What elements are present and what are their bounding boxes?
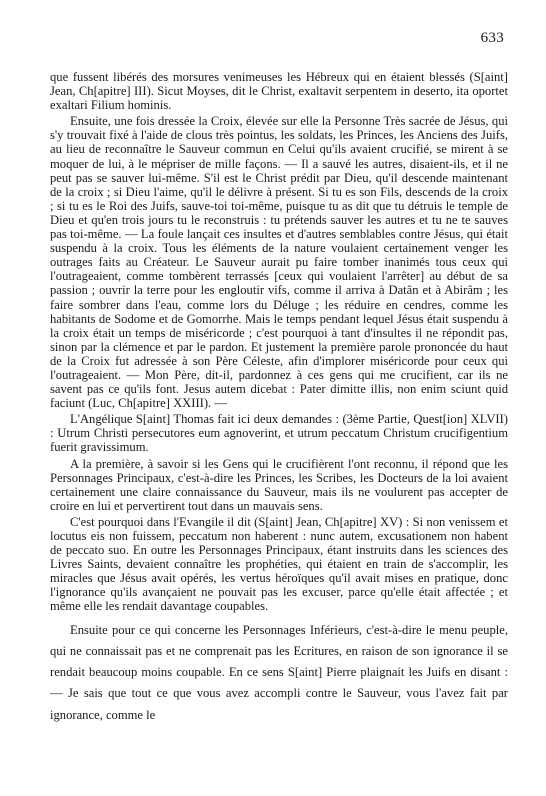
paragraph-2: Ensuite, une fois dressée la Croix, élevée sur elle la Personne Très sacrée de Jésus, qui s'y trouvait fixé à l'aide de clous très pointus, les soldats, les Princes, les Anciens des Juifs, au lieu de reconnaître le Sauveur commun en Celui qu'ils avaient crucifié, se mirent à se moquer de lui, à le mépriser de mille façons. — Il a sauvé les autres, disaient-ils, et il ne peut pas se sauver lui-même. S'il est le Christ prédit par Dieu, qu'il descende maintenant de la croix ; si Dieu l'aime, qu'il le délivre à présent. Si tu es son Fils, descends de la croix ; si tu es le Roi des Juifs, sauve-toi toi-même, puisque tu as dit que tu détruis le temple de Dieu et qu'en trois jours tu le reconstruis : tu prétends sauver les autres et tu ne te sauves pas toi-même. — La foule lançait ces insultes et d'autres semblables contre Jésus, qui était suspendu à la croix. Tous les éléments de la nature voulaient certainement venger les outrages faits au Créateur. Le Sauveur aurait pu faire tomber inanimés tous ceux qui l'outrageaient, comme tombèrent terrassés [ceux qui voulaient l'arrêter] au début de sa passion ; ouvrir la terre pour les engloutir vifs, comme il arriva à Datân et à Abirâm ; les faire sombrer dans l'eau, comme lors du Déluge ; les réduire en cendres, comme les habitants de Sodome et de Gomorrhe. Mais le temps pendant lequel Jésus était suspendu à la croix était un temps de miséricorde ; c'est pourquoi à tant d'insultes il ne répondit pas, sinon par la clémence et par le pardon. Et justement la première parole prononcée du haut de la Croix fut adressée à son Père Céleste, afin d'implorer miséricorde pour ceux qui l'outrageaient. — Mon Père, dit-il, pardonnez à ces gens qui me crucifient, car ils ne savent pas ce qu'ils font. Jesus autem dicebat : Pater dimitte illis, non enim sciunt quid faciunt (Luc, Ch[apitre] XXIII). — [50,114,508,411]
paragraph-4: A la première, à savoir si les Gens qui le crucifièrent l'ont reconnu, il répond que les Personnages Principaux, c'est-à-dire les Princes, les Scribes, les Docteurs de la loi avaient certainement une claire connaissance du Sauveur, mais ils ne voulurent pas accepter de croire en lui et pervertirent tout dans un mauvais sens. [50,456,508,513]
body-text [50,70,508,728]
page-number: 633 [480,30,504,46]
paragraph-1: que fussent libérés des morsures venimeuses les Hébreux qui en étaient blessés (S[aint] Jean, Ch[apitre] III). Sicut Moyses, dit le Christ, exaltavit serpentem in deserto, ita oportet exaltari Filium hominis. [50,70,508,113]
paragraph-5: C'est pourquoi dans l'Evangile il dit (S[aint] Jean, Ch[apitre] XV) : Si non venissem et locutus eis non fuissem, peccatum non haberent : nunc autem, excusationem non habent de peccato suo. En outre les Personnages Principaux, étant instruits dans les sciences des Livres Saints, devaient connaître les prophéties, qui étaient en train de s'accomplir, les miracles que Jésus avait opérés, les vertus héroïques qu'il avait mises en pratique, donc l'ignorance qu'ils avançaient ne pouvait pas les excuser, parce qu'elle était affectée ; et même elle les rendait davantage coupables. [50,514,508,614]
paragraph-3: L'Angélique S[aint] Thomas fait ici deux demandes : (3ème Partie, Quest[ion] XLVII) : Utrum Christi persecutores eum agnoverint, et utrum peccatum Christum crucifigentium fuerit gravissimum. [50,412,508,455]
paragraph-6: Ensuite pour ce qui concerne les Personnages Inférieurs, c'est-à-dire le menu peuple, qui ne connaissait pas et ne comprenait pas les Ecritures, en raison de son ignorance il se rendait beaucoup moins coupable. En ce sens S[aint] Pierre plaignait les Juifs en disant : — Je sais que tout ce que vous avez accompli contre le Sauveur, vous l'avez fait par ignorance, comme le [50,622,508,722]
